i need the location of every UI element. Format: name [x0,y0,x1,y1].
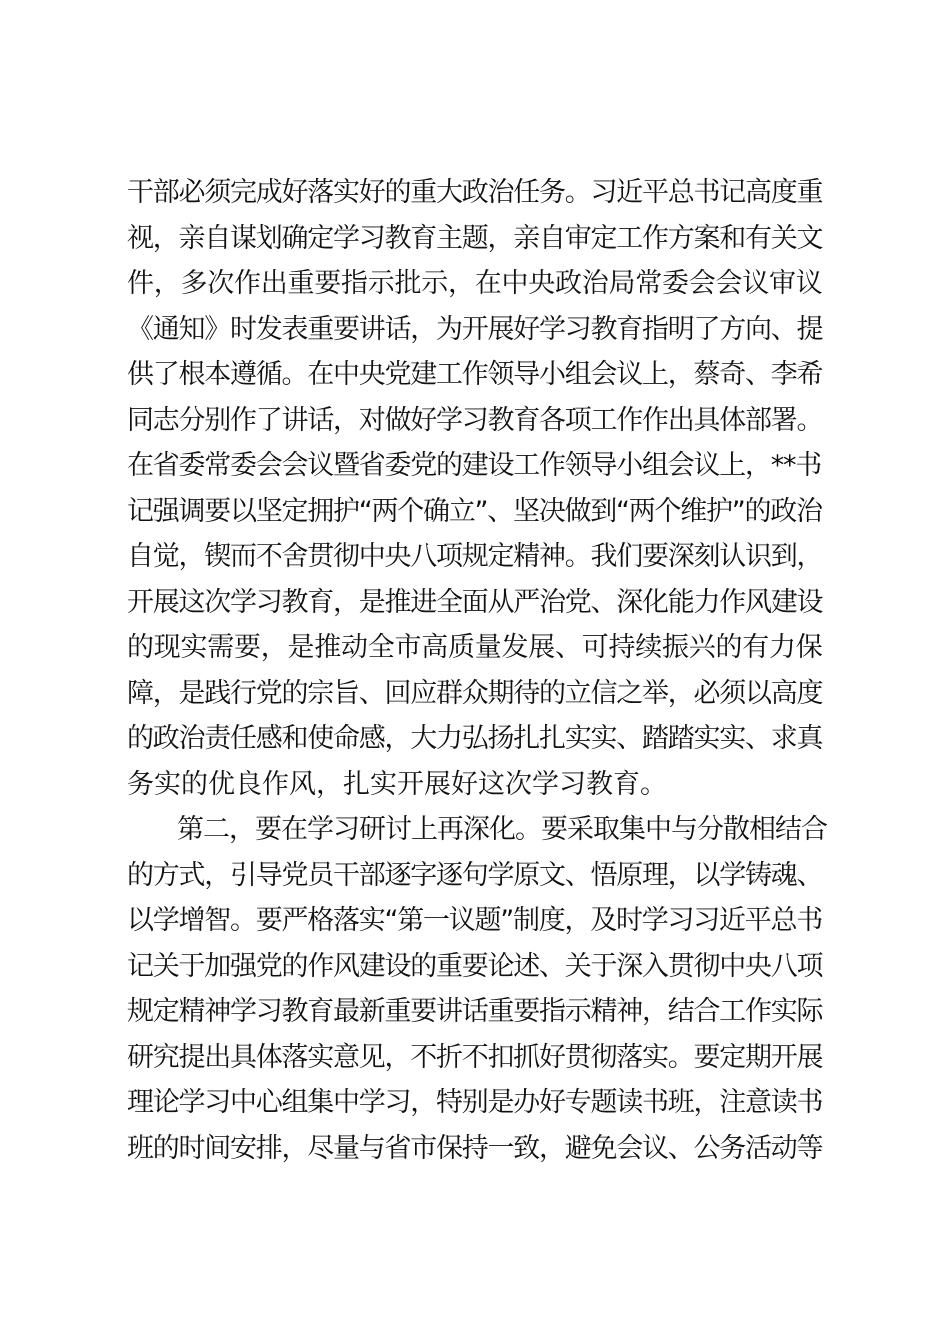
text-line: 务实的优良作风，扎实开展好这次学习教育。 [127,768,667,800]
text-line: 视，亲自谋划确定学习教育主题，亲自审定工作方案和有关文 [127,222,823,254]
text-line: 记关于加强党的作风建设的重要论述、关于深入贯彻中央八项 [127,950,823,982]
text-line: 的政治责任感和使命感，大力弘扬扎扎实实、踏踏实实、求真 [127,723,823,754]
text-line: 自觉，锲而不舍贯彻中央八项规定精神。我们要深刻认识到， [127,541,823,572]
text-line: 的方式，引导党员干部逐字逐句学原文、悟原理，以学铸魂、 [127,859,823,891]
text-line: 记强调要以坚定拥护“两个确立”、坚决做到“两个维护”的政治 [127,495,822,527]
text-line: 干部必须完成好落实好的重大政治任务。习近平总书记高度重 [127,177,823,208]
text-line: 在省委常委会会议暨省委党的建设工作领导小组会议上，**书 [127,450,821,481]
text-line: 班的时间安排，尽量与省市保持一致，避免会议、公务活动等 [127,1132,823,1164]
text-line: 以学增智。要严格落实“第一议题”制度，及时学习习近平总书 [127,905,822,936]
paragraph-start-line: 第二，要在学习研讨上再深化。要采取集中与分散相结合 [177,814,827,845]
text-line: 研究提出具体落实意见，不折不扣抓好贯彻落实。要定期开展 [127,1041,823,1073]
text-line: 供了根本遵循。在中央党建工作领导小组会议上，蔡奇、李希 [127,359,823,390]
text-line: 规定精神学习教育最新重要讲话重要指示精神，结合工作实际 [127,996,823,1027]
text-line: 开展这次学习教育，是推进全面从严治党、深化能力作风建设 [127,586,823,618]
document-body [127,170,827,1171]
text-line: 理论学习中心组集中学习，特别是办好专题读书班，注意读书 [127,1087,823,1118]
text-line: 同志分别作了讲话，对做好学习教育各项工作作出具体部署。 [127,404,823,436]
text-line: 的现实需要，是推动全市高质量发展、可持续振兴的有力保 [127,632,823,663]
text-line: 件，多次作出重要指示批示，在中央政治局常委会会议审议 [127,268,823,299]
text-line: 《通知》时发表重要讲话，为开展好学习教育指明了方向、提 [127,313,823,345]
text-line: 障，是践行党的宗旨、回应群众期待的立信之举，必须以高度 [127,677,823,709]
